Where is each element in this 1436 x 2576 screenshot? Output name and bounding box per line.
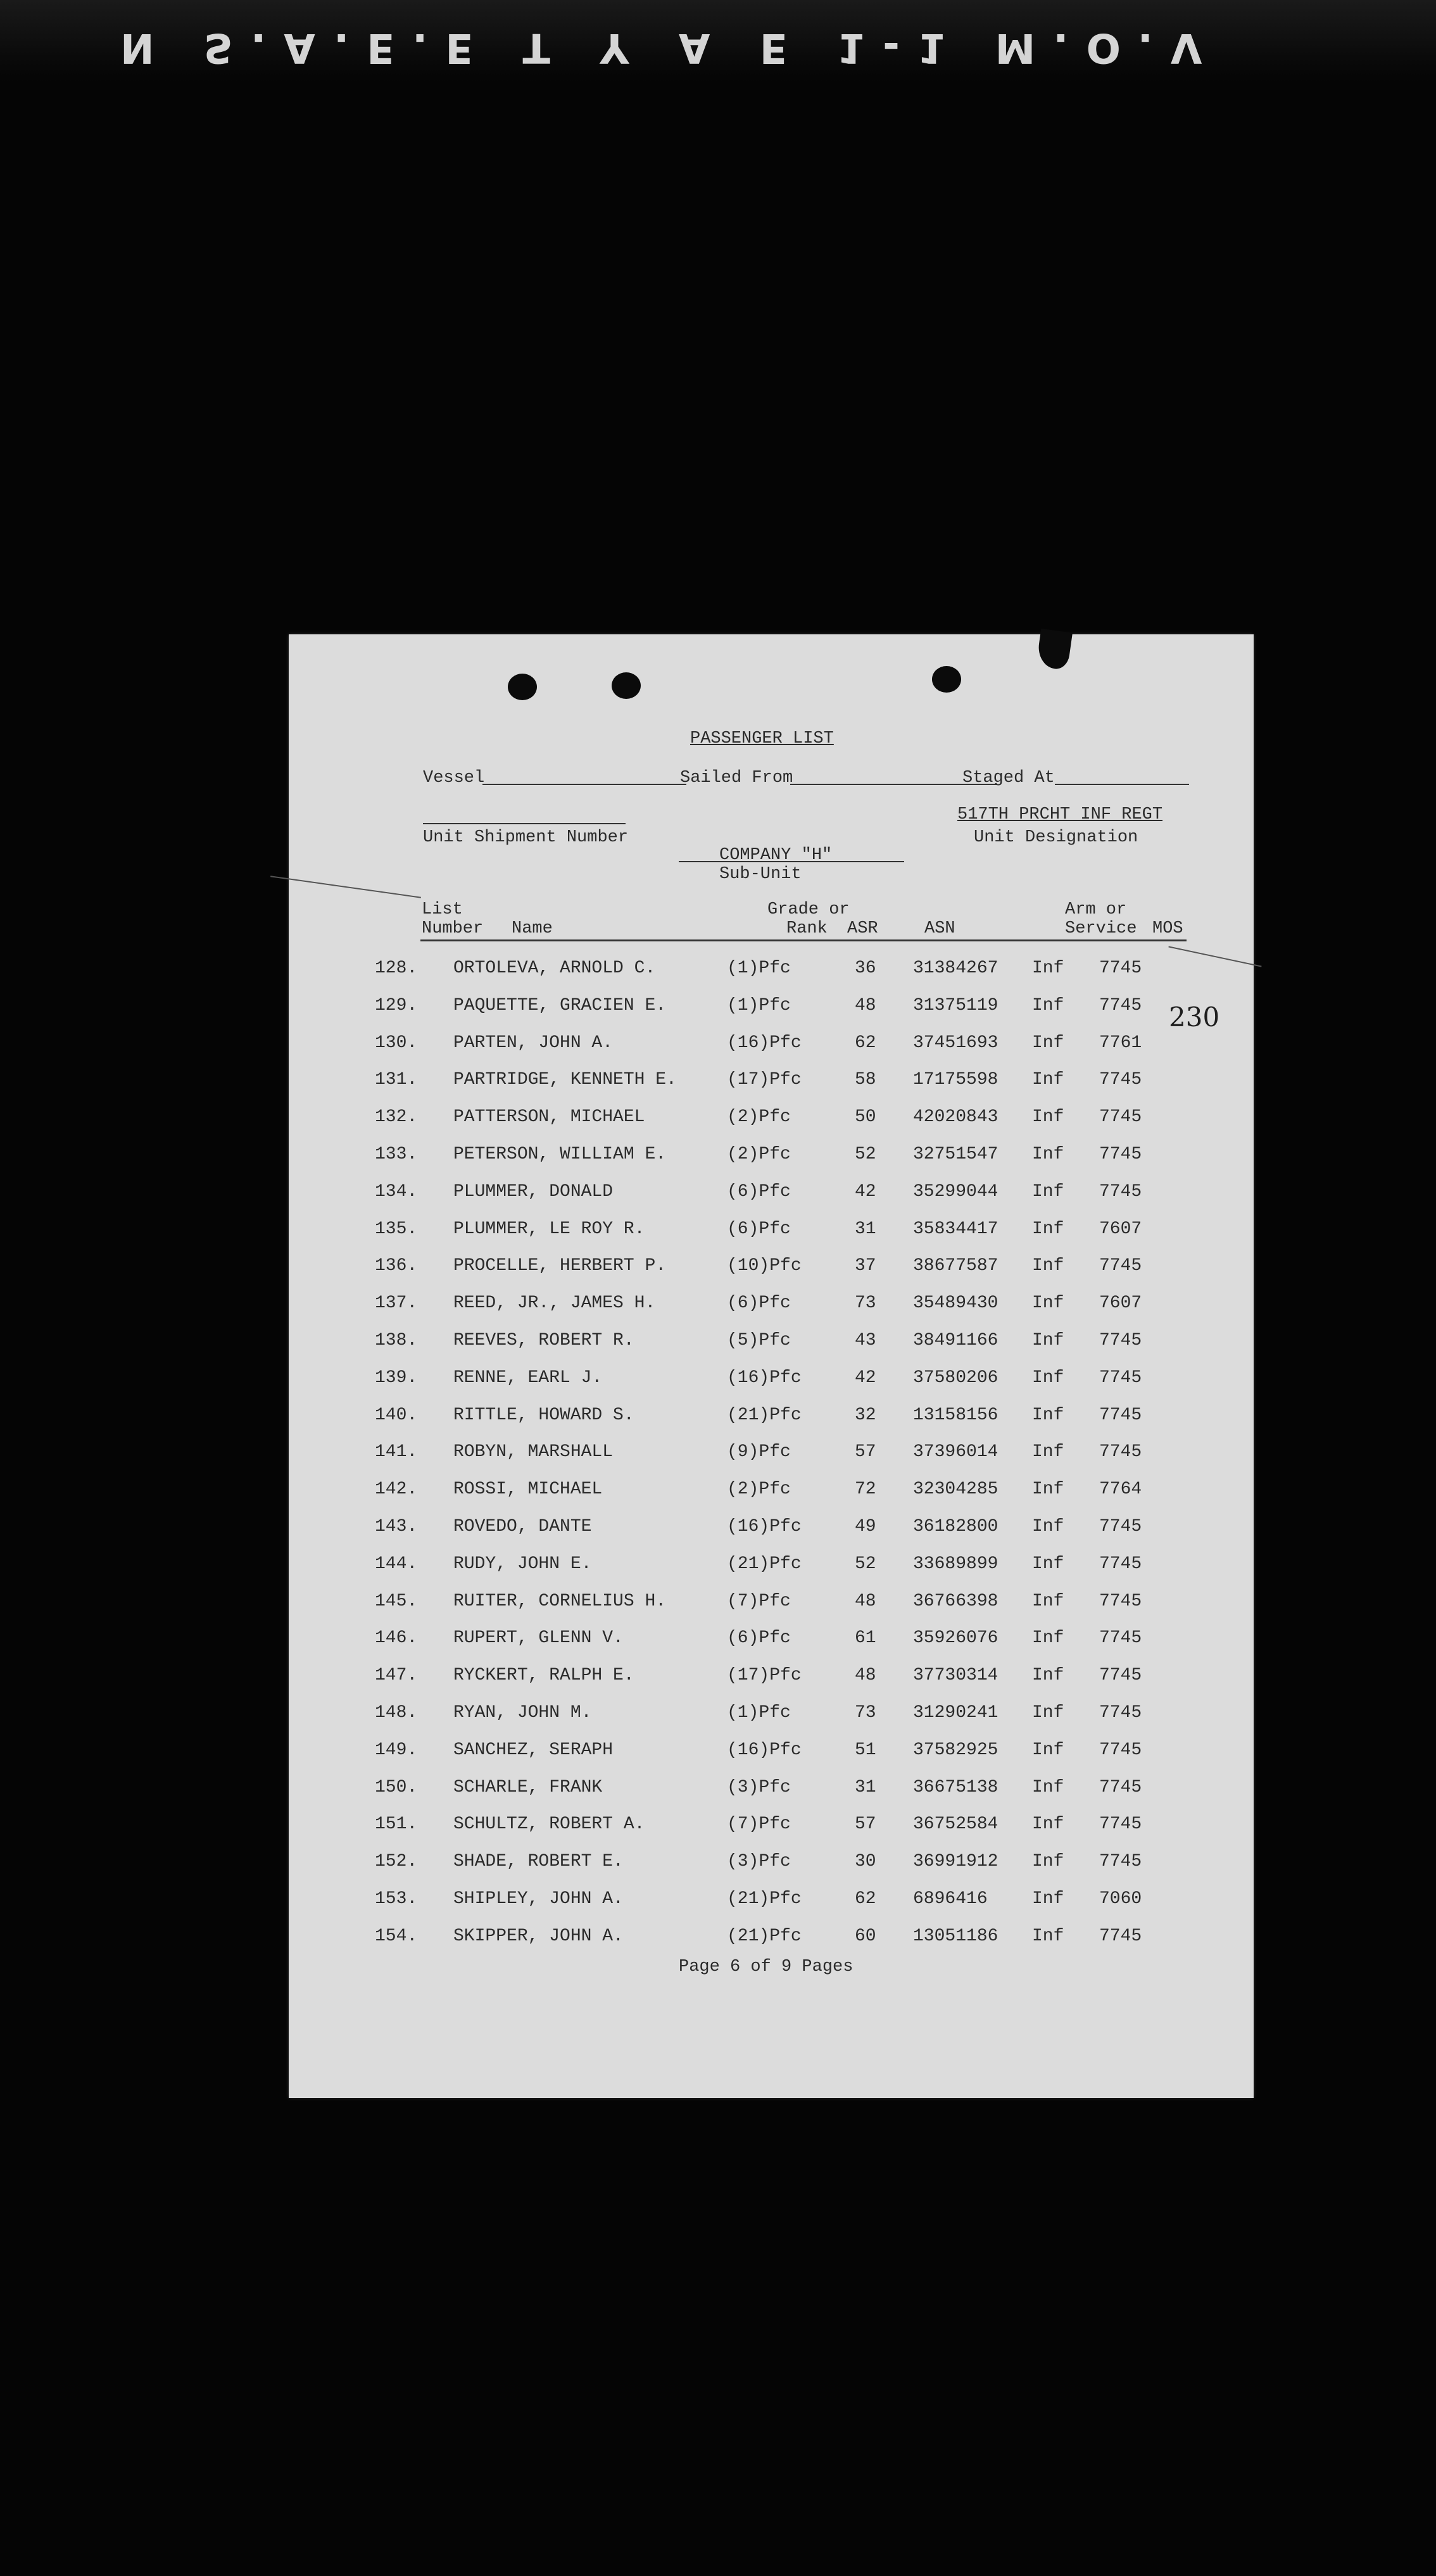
header-name: Name: [512, 919, 553, 938]
arm-or-service: Inf: [1032, 1852, 1064, 1871]
header-mos: MOS: [1152, 919, 1183, 938]
asr-value: 48: [855, 996, 876, 1015]
asr-value: 48: [855, 1592, 876, 1611]
grade: (21)Pfc: [727, 1926, 802, 1946]
passenger-name: SANCHEZ, SERAPH: [453, 1740, 614, 1760]
asr-value: 72: [855, 1480, 876, 1499]
passenger-name: ROSSI, MICHAEL: [453, 1480, 603, 1499]
vessel-label: Vessel: [423, 769, 485, 788]
passenger-name: RUPERT, GLENN V.: [453, 1628, 624, 1648]
asr-value: 32: [855, 1405, 876, 1425]
grade: (7)Pfc: [727, 1592, 791, 1611]
grade: (5)Pfc: [727, 1331, 791, 1350]
mos-value: 7745: [1099, 1592, 1142, 1611]
mos-value: 7745: [1099, 1145, 1142, 1164]
passenger-name: ORTOLEVA, ARNOLD C.: [453, 958, 656, 978]
asr-value: 62: [855, 1889, 876, 1909]
mos-value: 7761: [1099, 1033, 1142, 1053]
asn-value: 35834417: [913, 1219, 998, 1239]
arm-or-service: Inf: [1032, 1145, 1064, 1164]
mos-value: 7745: [1099, 1442, 1142, 1462]
passenger-name: SKIPPER, JOHN A.: [453, 1926, 624, 1946]
list-number: 132.: [375, 1107, 418, 1127]
asr-value: 51: [855, 1740, 876, 1760]
mos-value: 7060: [1099, 1889, 1142, 1909]
arm-or-service: Inf: [1032, 1033, 1064, 1053]
mos-value: 7745: [1099, 1778, 1142, 1797]
mos-value: 7745: [1099, 1926, 1142, 1946]
list-number: 135.: [375, 1219, 418, 1239]
arm-or-service: Inf: [1032, 1666, 1064, 1685]
film-top-strip: [0, 0, 1436, 82]
grade: (6)Pfc: [727, 1628, 791, 1648]
grade: (9)Pfc: [727, 1442, 791, 1462]
asr-value: 31: [855, 1219, 876, 1239]
asr-value: 42: [855, 1368, 876, 1388]
list-number: 131.: [375, 1070, 418, 1090]
grade: (3)Pfc: [727, 1778, 791, 1797]
passenger-name: SCHARLE, FRANK: [453, 1778, 603, 1797]
arm-or-service: Inf: [1032, 1368, 1064, 1388]
list-number: 146.: [375, 1628, 418, 1648]
mos-value: 7745: [1099, 1703, 1142, 1723]
punch-hole: [612, 672, 641, 699]
mos-value: 7745: [1099, 1517, 1142, 1536]
list-number: 147.: [375, 1666, 418, 1685]
asn-value: 13158156: [913, 1405, 998, 1425]
passenger-name: RITTLE, HOWARD S.: [453, 1405, 634, 1425]
asr-value: 73: [855, 1293, 876, 1313]
asr-value: 42: [855, 1182, 876, 1202]
mos-value: 7745: [1099, 1814, 1142, 1834]
grade: (16)Pfc: [727, 1517, 802, 1536]
arm-or-service: Inf: [1032, 1517, 1064, 1536]
arm-or-service: Inf: [1032, 1293, 1064, 1313]
passenger-name: SHIPLEY, JOHN A.: [453, 1889, 624, 1909]
arm-or-service: Inf: [1032, 1256, 1064, 1276]
asn-value: 37580206: [913, 1368, 998, 1388]
punch-hole: [932, 666, 961, 693]
list-number: 136.: [375, 1256, 418, 1276]
list-number: 138.: [375, 1331, 418, 1350]
asr-value: 62: [855, 1033, 876, 1053]
header-arm-1: Arm or: [1065, 900, 1127, 919]
asr-value: 36: [855, 958, 876, 978]
arm-or-service: Inf: [1032, 1405, 1064, 1425]
grade: (17)Pfc: [727, 1666, 802, 1685]
asn-value: 37730314: [913, 1666, 998, 1685]
list-number: 153.: [375, 1889, 418, 1909]
arm-or-service: Inf: [1032, 1814, 1064, 1834]
asr-value: 57: [855, 1442, 876, 1462]
passenger-name: RENNE, EARL J.: [453, 1368, 603, 1388]
unit-designation-label: Unit Designation: [974, 828, 1138, 847]
passenger-name: RYCKERT, RALPH E.: [453, 1666, 634, 1685]
asn-value: 13051186: [913, 1926, 998, 1946]
passenger-name: REED, JR., JAMES H.: [453, 1293, 656, 1313]
grade: (3)Pfc: [727, 1852, 791, 1871]
grade: (16)Pfc: [727, 1033, 802, 1053]
asn-value: 35489430: [913, 1293, 998, 1313]
header-asn: ASN: [924, 919, 955, 938]
asn-value: 38491166: [913, 1331, 998, 1350]
mos-value: 7745: [1099, 996, 1142, 1015]
staged-at-blank: [1055, 784, 1189, 785]
passenger-name: PLUMMER, DONALD: [453, 1182, 614, 1202]
grade: (2)Pfc: [727, 1480, 791, 1499]
scratch-mark: [1168, 946, 1261, 967]
arm-or-service: Inf: [1032, 1070, 1064, 1090]
arm-or-service: Inf: [1032, 958, 1064, 978]
asr-value: 49: [855, 1517, 876, 1536]
grade: (1)Pfc: [727, 958, 791, 978]
passenger-name: PARTRIDGE, KENNETH E.: [453, 1070, 677, 1090]
header-list-number-2: Number: [422, 919, 484, 938]
mos-value: 7764: [1099, 1480, 1142, 1499]
scratch-mark: [270, 876, 421, 898]
passenger-name: ROBYN, MARSHALL: [453, 1442, 614, 1462]
passenger-name: PARTEN, JOHN A.: [453, 1033, 614, 1053]
page-title: PASSENGER LIST: [690, 729, 834, 748]
asr-value: 73: [855, 1703, 876, 1723]
asr-value: 43: [855, 1331, 876, 1350]
list-number: 145.: [375, 1592, 418, 1611]
asr-value: 52: [855, 1554, 876, 1574]
list-number: 143.: [375, 1517, 418, 1536]
list-number: 129.: [375, 996, 418, 1015]
grade: (10)Pfc: [727, 1256, 802, 1276]
header-list-number-1: List: [422, 900, 463, 919]
asn-value: 17175598: [913, 1070, 998, 1090]
asr-value: 31: [855, 1778, 876, 1797]
list-number: 152.: [375, 1852, 418, 1871]
header-arm-2: Service: [1065, 919, 1137, 938]
mos-value: 7745: [1099, 1628, 1142, 1648]
asr-value: 52: [855, 1145, 876, 1164]
mos-value: 7745: [1099, 1666, 1142, 1685]
sub-unit-blank: [679, 861, 904, 862]
passenger-name: PAQUETTE, GRACIEN E.: [453, 996, 667, 1015]
arm-or-service: Inf: [1032, 1442, 1064, 1462]
asn-value: 32304285: [913, 1480, 998, 1499]
asn-value: 38677587: [913, 1256, 998, 1276]
asn-value: 35299044: [913, 1182, 998, 1202]
grade: (6)Pfc: [727, 1293, 791, 1313]
passenger-name: PATTERSON, MICHAEL: [453, 1107, 645, 1127]
asn-value: 36766398: [913, 1592, 998, 1611]
list-number: 154.: [375, 1926, 418, 1946]
asn-value: 31290241: [913, 1703, 998, 1723]
arm-or-service: Inf: [1032, 1219, 1064, 1239]
page-footer: Page 6 of 9 Pages: [679, 1957, 853, 1976]
header-rule: [420, 939, 1187, 941]
asn-value: 33689899: [913, 1554, 998, 1574]
list-number: 133.: [375, 1145, 418, 1164]
asr-value: 58: [855, 1070, 876, 1090]
asn-value: 35926076: [913, 1628, 998, 1648]
arm-or-service: Inf: [1032, 1740, 1064, 1760]
mos-value: 7607: [1099, 1219, 1142, 1239]
arm-or-service: Inf: [1032, 1107, 1064, 1127]
mos-value: 7745: [1099, 958, 1142, 978]
vessel-blank: [482, 784, 686, 785]
sub-unit-value: COMPANY "H": [719, 846, 833, 865]
list-number: 148.: [375, 1703, 418, 1723]
unit-designation-value: 517TH PRCHT INF REGT: [957, 805, 1163, 824]
asn-value: 6896416: [913, 1889, 988, 1909]
asn-value: 37396014: [913, 1442, 998, 1462]
list-number: 130.: [375, 1033, 418, 1053]
asr-value: 60: [855, 1926, 876, 1946]
grade: (21)Pfc: [727, 1889, 802, 1909]
list-number: 144.: [375, 1554, 418, 1574]
sailed-from-label: Sailed From: [680, 769, 793, 788]
arm-or-service: Inf: [1032, 1592, 1064, 1611]
grade: (6)Pfc: [727, 1182, 791, 1202]
unit-shipment-label: Unit Shipment Number: [423, 828, 629, 847]
film-top-strip-text: N S.A.E.E T Y A E 1-1 M.O.V: [120, 24, 1220, 71]
passenger-name: RYAN, JOHN M.: [453, 1703, 592, 1723]
arm-or-service: Inf: [1032, 1778, 1064, 1797]
list-number: 149.: [375, 1740, 418, 1760]
asn-value: 36675138: [913, 1778, 998, 1797]
passenger-name: PROCELLE, HERBERT P.: [453, 1256, 667, 1276]
mos-value: 7745: [1099, 1331, 1142, 1350]
grade: (16)Pfc: [727, 1368, 802, 1388]
arm-or-service: Inf: [1032, 1182, 1064, 1202]
mos-value: 7745: [1099, 1554, 1142, 1574]
asr-value: 61: [855, 1628, 876, 1648]
grade: (21)Pfc: [727, 1405, 802, 1425]
mos-value: 7745: [1099, 1740, 1142, 1760]
asr-value: 48: [855, 1666, 876, 1685]
arm-or-service: Inf: [1032, 1331, 1064, 1350]
passenger-name: ROVEDO, DANTE: [453, 1517, 592, 1536]
passenger-name: SHADE, ROBERT E.: [453, 1852, 624, 1871]
arm-or-service: Inf: [1032, 1703, 1064, 1723]
asn-value: 31375119: [913, 996, 998, 1015]
asn-value: 31384267: [913, 958, 998, 978]
asn-value: 37582925: [913, 1740, 998, 1760]
arm-or-service: Inf: [1032, 1889, 1064, 1909]
mos-value: 7745: [1099, 1852, 1142, 1871]
grade: (17)Pfc: [727, 1070, 802, 1090]
asn-value: 37451693: [913, 1033, 998, 1053]
list-number: 151.: [375, 1814, 418, 1834]
asr-value: 50: [855, 1107, 876, 1127]
mos-value: 7607: [1099, 1293, 1142, 1313]
grade: (7)Pfc: [727, 1814, 791, 1834]
asr-value: 57: [855, 1814, 876, 1834]
mos-value: 7745: [1099, 1182, 1142, 1202]
passenger-name: RUDY, JOHN E.: [453, 1554, 592, 1574]
passenger-name: SCHULTZ, ROBERT A.: [453, 1814, 645, 1834]
asn-value: 36182800: [913, 1517, 998, 1536]
asn-value: 42020843: [913, 1107, 998, 1127]
list-number: 150.: [375, 1778, 418, 1797]
passenger-name: PETERSON, WILLIAM E.: [453, 1145, 667, 1164]
grade: (6)Pfc: [727, 1219, 791, 1239]
grade: (16)Pfc: [727, 1740, 802, 1760]
asn-value: 36991912: [913, 1852, 998, 1871]
header-grade-2: Rank: [786, 919, 828, 938]
torn-corner: [1036, 629, 1073, 670]
mos-value: 7745: [1099, 1070, 1142, 1090]
passenger-name: REEVES, ROBERT R.: [453, 1331, 634, 1350]
punch-hole: [508, 674, 537, 700]
handwritten-number: 230: [1169, 1002, 1220, 1033]
passenger-name: RUITER, CORNELIUS H.: [453, 1592, 667, 1611]
staged-at-label: Staged At: [962, 769, 1055, 788]
list-number: 141.: [375, 1442, 418, 1462]
grade: (1)Pfc: [727, 996, 791, 1015]
asn-value: 36752584: [913, 1814, 998, 1834]
asn-value: 32751547: [913, 1145, 998, 1164]
mos-value: 7745: [1099, 1256, 1142, 1276]
arm-or-service: Inf: [1032, 1926, 1064, 1946]
list-number: 140.: [375, 1405, 418, 1425]
list-number: 128.: [375, 958, 418, 978]
grade: (2)Pfc: [727, 1107, 791, 1127]
arm-or-service: Inf: [1032, 996, 1064, 1015]
grade: (21)Pfc: [727, 1554, 802, 1574]
grade: (1)Pfc: [727, 1703, 791, 1723]
unit-shipment-blank: [423, 823, 626, 824]
header-grade-1: Grade or: [767, 900, 850, 919]
mos-value: 7745: [1099, 1107, 1142, 1127]
sub-unit-label: Sub-Unit: [719, 865, 802, 884]
grade: (2)Pfc: [727, 1145, 791, 1164]
list-number: 139.: [375, 1368, 418, 1388]
arm-or-service: Inf: [1032, 1628, 1064, 1648]
passenger-name: PLUMMER, LE ROY R.: [453, 1219, 645, 1239]
mos-value: 7745: [1099, 1405, 1142, 1425]
asr-value: 30: [855, 1852, 876, 1871]
header-asr: ASR: [847, 919, 878, 938]
mos-value: 7745: [1099, 1368, 1142, 1388]
list-number: 134.: [375, 1182, 418, 1202]
arm-or-service: Inf: [1032, 1480, 1064, 1499]
list-number: 142.: [375, 1480, 418, 1499]
arm-or-service: Inf: [1032, 1554, 1064, 1574]
list-number: 137.: [375, 1293, 418, 1313]
passenger-list-page: [289, 634, 1254, 2098]
asr-value: 37: [855, 1256, 876, 1276]
